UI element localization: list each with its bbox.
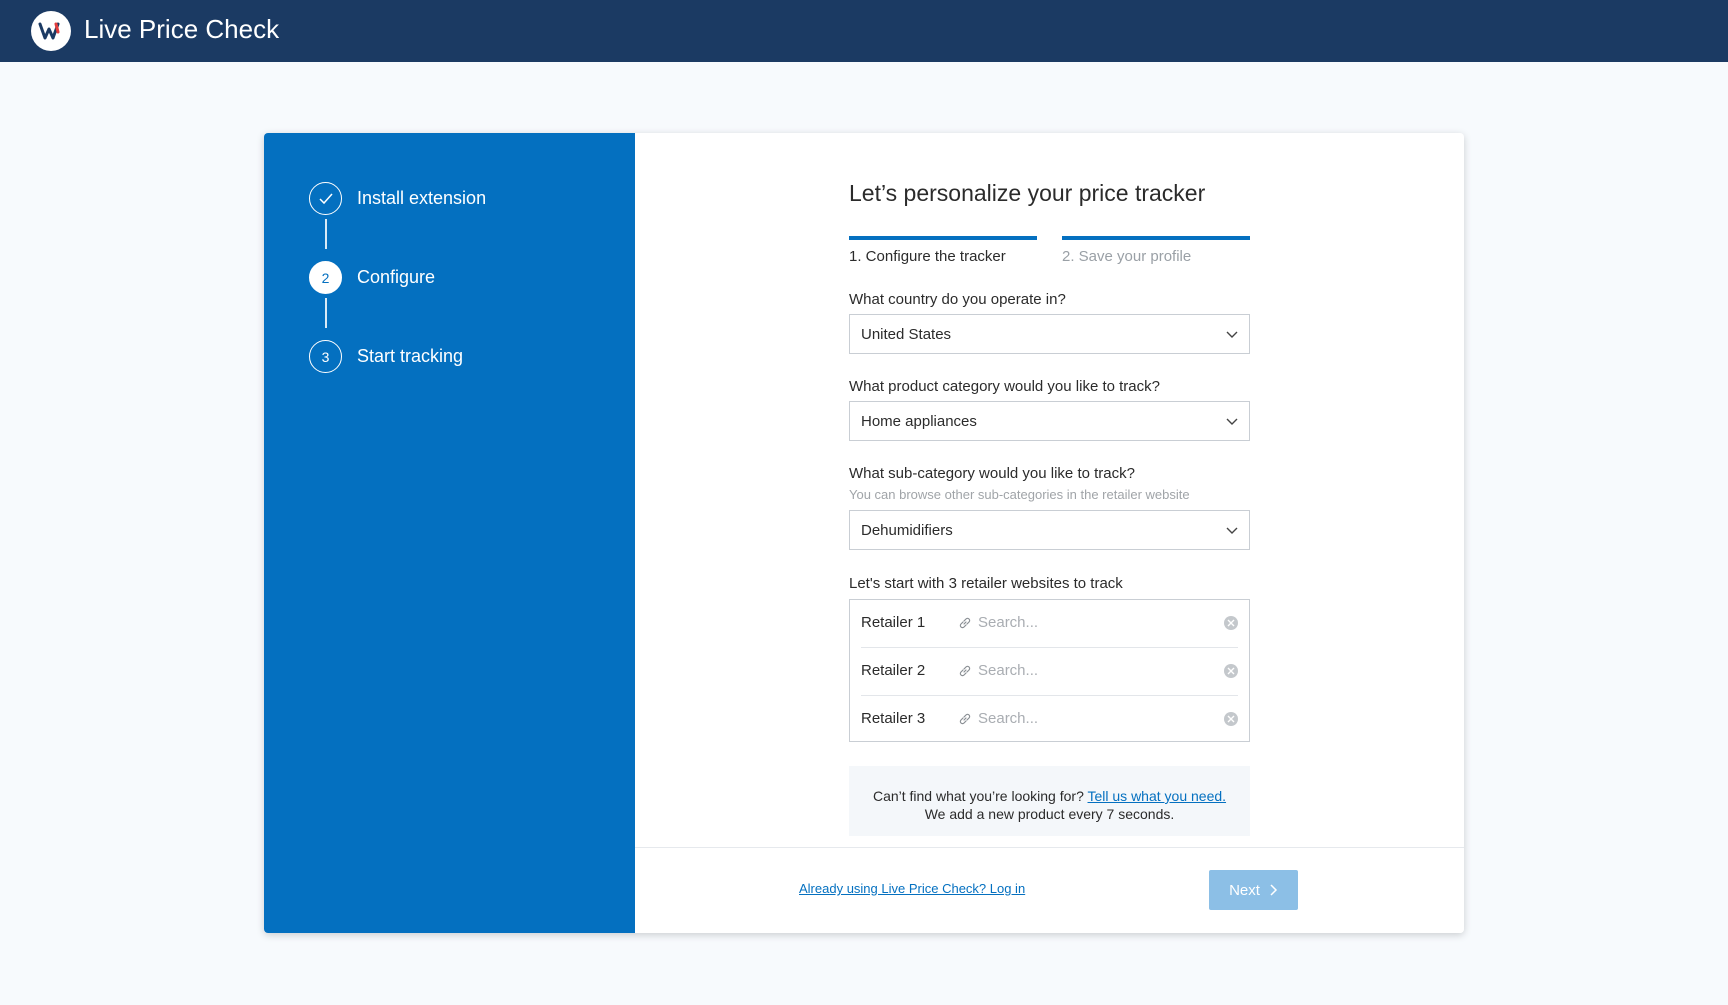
step-number-3: 3 <box>309 340 342 373</box>
link-icon <box>958 712 972 726</box>
subcategory-select[interactable] <box>849 510 1250 550</box>
category-select[interactable] <box>849 401 1250 441</box>
top-bar <box>0 0 1728 62</box>
chevron-right-icon <box>1268 884 1278 896</box>
step-start-tracking: Start tracking <box>357 346 464 366</box>
retailer-row <box>850 600 1249 647</box>
retailer-label: Retailer 3 <box>861 710 926 727</box>
country-select[interactable] <box>849 314 1250 354</box>
tab-configure-tracker[interactable]: 1. Configure the tracker <box>849 236 1037 272</box>
next-button[interactable] <box>1209 870 1298 910</box>
chevron-down-icon <box>1225 523 1239 537</box>
retailer-2-search-input[interactable] <box>978 662 1218 679</box>
retailer-3-search-input[interactable] <box>978 710 1218 727</box>
clear-icon[interactable] <box>1224 664 1238 678</box>
retailer-row <box>850 696 1249 743</box>
country-value: United States <box>861 325 952 343</box>
app-title: Live Price Check <box>84 14 280 44</box>
step-install-extension: Install extension <box>357 188 487 208</box>
clear-icon[interactable] <box>1224 616 1238 630</box>
clear-icon[interactable] <box>1224 712 1238 726</box>
retailers-question: Let's start with 3 retailer websites to track <box>849 575 1123 592</box>
link-icon <box>958 616 972 630</box>
page-title: Let’s personalize your price tracker <box>849 180 1206 206</box>
subcategory-hint: You can browse other sub-categories in the retailer website <box>849 487 1190 502</box>
login-link[interactable]: Already using Live Price Check? Log in <box>799 881 1026 896</box>
footer-bar <box>635 847 1464 933</box>
steps-sidebar <box>264 133 635 933</box>
step-configure: Configure <box>357 267 436 287</box>
subcategory-value: Dehumidifiers <box>861 521 953 539</box>
step-connector <box>325 298 327 328</box>
subcategory-question: What sub-category would you like to track? <box>849 465 1135 482</box>
step-number-2: 2 <box>309 261 342 294</box>
check-icon <box>309 182 342 215</box>
help-text: Can’t find what you’re looking for? <box>872 788 1084 804</box>
category-question: What product category would you like to track? <box>849 378 1160 395</box>
retailer-1-search-input[interactable] <box>978 614 1218 631</box>
step-connector <box>325 219 327 249</box>
link-icon <box>958 664 972 678</box>
retailer-label: Retailer 1 <box>861 614 926 631</box>
tab-save-profile[interactable]: 2. Save your profile <box>1062 236 1250 272</box>
retailer-row <box>850 648 1249 695</box>
help-box <box>849 766 1250 836</box>
chevron-down-icon <box>1225 414 1239 428</box>
tell-us-link[interactable]: Tell us what you need. <box>1087 788 1227 804</box>
help-subtext: We add a new product every 7 seconds. <box>924 806 1175 822</box>
retailer-label: Retailer 2 <box>861 662 926 679</box>
chevron-down-icon <box>1225 327 1239 341</box>
category-value: Home appliances <box>861 412 977 430</box>
onboarding-card <box>264 133 1464 933</box>
retailers-list <box>849 599 1250 742</box>
main-panel <box>635 133 1464 933</box>
country-question: What country do you operate in? <box>849 291 1066 308</box>
next-label: Next <box>1229 881 1260 899</box>
w-logo-icon[interactable] <box>31 11 71 51</box>
